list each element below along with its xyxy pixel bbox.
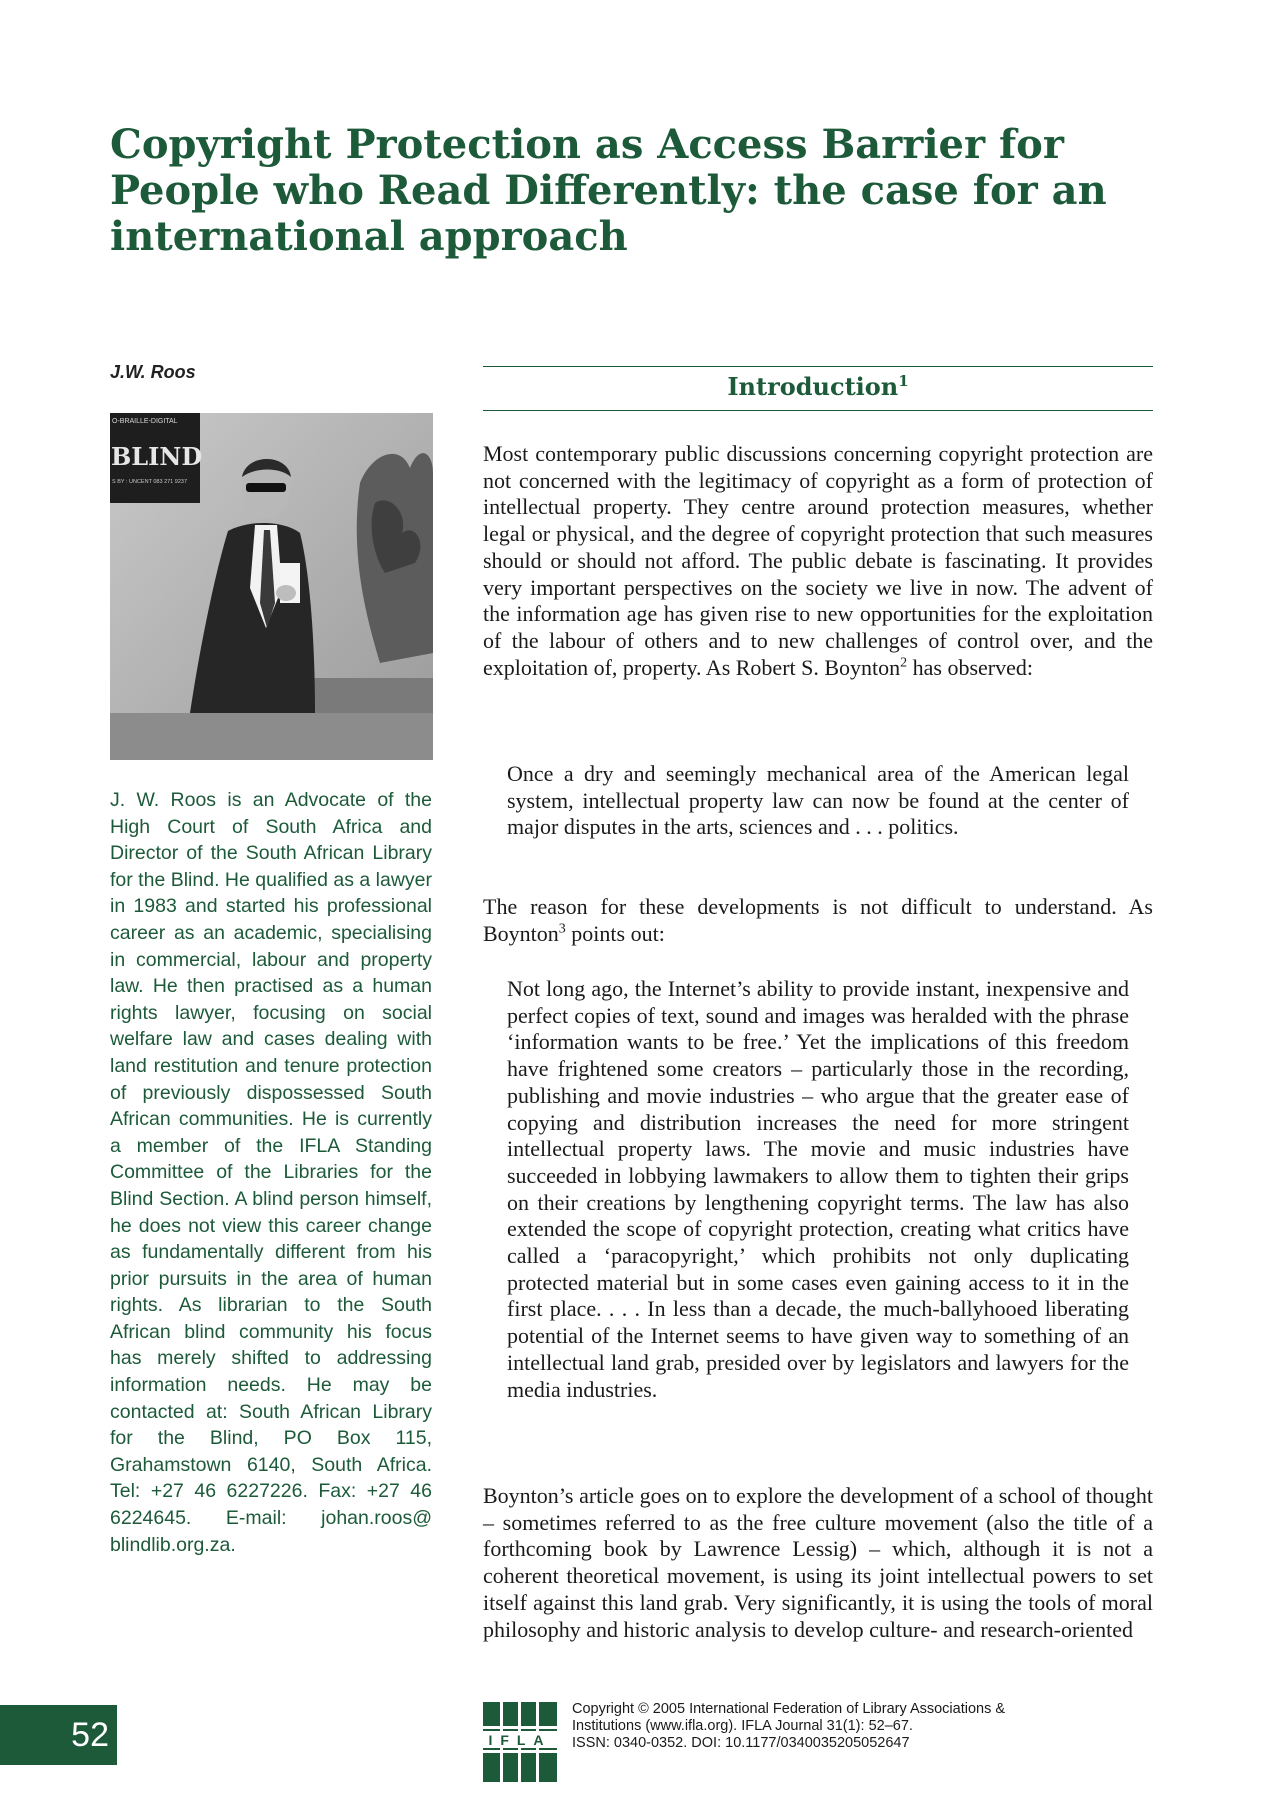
heading-rule-top [483,366,1153,367]
author-bio: J. W. Roos is an Advocate of the High Court of South Africa and Director of the South African Library for the Blind. He qualified as a lawyer in 1983 and started his professional career as an academic, specialising in commercial, labour and property law. He then practised as a human rights lawyer, focusing on social welfare law and cases dealing with land restitution and tenure protection of previously dispossessed South African communities. He is currently a member of the IFLA Standing Committee of the Libraries for the Blind Section. A blind person himself, he does not view this career change as fundamentally different from his prior pursuits in the area of human rights. As librarian to the South African blind community his focus has merely shifted to addressing information needs. He may be contacted at: South African Library for the Blind, PO Box 115, Grahamstown 6140, South Africa. Tel: +27 46 6227226. Fax: +27 46 6224645. E-mail: johan.roos@ blindlib.org.za. [110,789,432,1556]
heading-rule-bottom [483,410,1153,411]
article-title: Copyright Protection as Access Barrier for People who Read Differently: the case for an international approach [110,121,1107,260]
ifla-logo [483,1702,557,1782]
block-quote-2: Not long ago, the Internet’s ability to provide instant, inexpensive and perfect copies of text, sound and images was heralded with the phrase ‘information wants to be free.’ Yet the implications of this freedom have frightened some creators – particularly those in the recording, publishing and movie industries – who argue that the greater ease of copying and distribution increases the need for more stringent intellectual property laws. The movie and music industries have succeeded in lobbying lawmakers to allow them to tighten their grips on their creations by lengthening copyright terms. The law has also extended the scope of copyright protection, creating what critics have called a ‘paracopyright,’ which prohibits not only duplicating protected material but in some cases even gaining access to it in the first place. . . . In less than a decade, the much-ballyhooed liberating potential of the Internet seems to have given way to something of an intellectual land grab, presided over by legislators and lawyers for the media industries. [507,976,1129,1402]
page-number: 52 [0,1705,117,1765]
issn-line: ISSN: 0340-0352. DOI: 10.1177/0340035205052647 [572,1735,910,1751]
copyright-footer [572,1701,1092,1752]
copyright-line-1: Copyright © 2005 International Federation of Library Associations & [572,1701,1006,1717]
section-heading: Introduction$^1$ [727,372,909,401]
author-name: J.W. Roos [110,362,196,382]
paragraph-1: Most contemporary public discussions concerning copyright protection are not concerned with the legitimacy of copyright as a form of protection of intellectual property. They centre around protection measures, whether legal or physical, and the degree of copyright protection that such measures should or should not afford. The public debate is fascinating. It provides very important perspectives on the society we live in now. The advent of the information age has given rise to new opportunities for the exploitation of the labour of others and to new challenges of control over, and the exploitation of, property. As Robert S. Boynton$^2$ has observed: [483,441,1153,680]
section-heading-footnote: 1 [898,372,909,390]
copyright-line-2: Institutions (www.ifla.org). IFLA Journal 31(1): 52–67. [572,1718,913,1734]
footnote-ref-3: 3 [558,921,566,937]
svg-text:IFLA: IFLA [488,1732,552,1748]
svg-text:S BY : UNCENT 083 271 9237: S BY : UNCENT 083 271 9237 [112,479,188,485]
block-quote-1: Once a dry and seemingly mechanical area of the American legal system, intellectual property law can now be found at the center of major disputes in the arts, sciences and . . . politics. [507,761,1129,840]
svg-text:BLIND: BLIND [111,442,203,471]
svg-text:O-BRAILLE-DIGITAL: O-BRAILLE-DIGITAL [112,418,178,425]
paragraph-2: The reason for these developments is not difficult to understand. As Boynton$^3$ points out: [483,894,1153,946]
paragraph-3: Boynton’s article goes on to explore the development of a school of thought – sometimes referred to as the free culture movement (also the title of a forthcoming book by Lawrence Lessig) – which, although it is not a coherent theoretical movement, is using its joint intellectual powers to set itself against this land grab. Very significantly, it is using the tools of moral philosophy and historic analysis to develop culture- and research-oriented [483,1483,1153,1642]
footnote-ref-2: 2 [900,655,908,671]
author-photo [110,413,433,760]
